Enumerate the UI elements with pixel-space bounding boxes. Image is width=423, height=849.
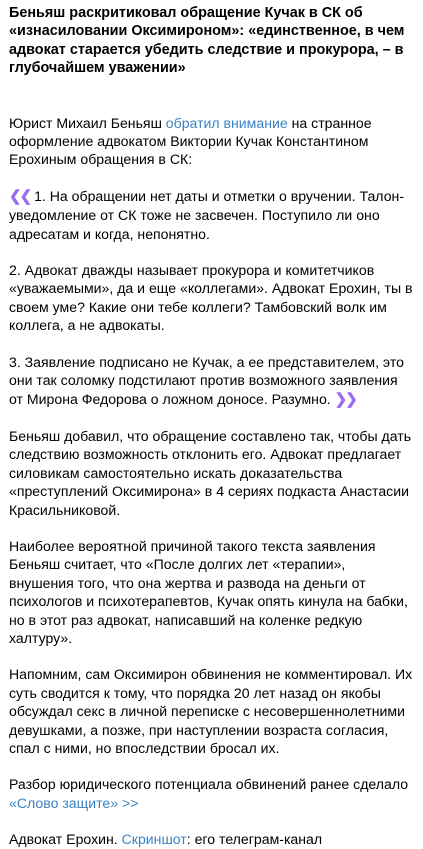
quote-open-icon: ❮❮ (9, 187, 31, 205)
intro-paragraph (9, 114, 413, 169)
caption-text-before: Адвокат Ерохин. (9, 831, 122, 848)
quote-close-icon: ❯❯ (334, 390, 356, 408)
quote-paragraph-1 (9, 187, 413, 243)
quote-text-3: 3. Заявление подписано не Кучак, а ее представителем, это они так соломку подстилают против возможного заявления от Мирона Федорова о ложном доносе. Разумно. (9, 353, 404, 407)
screenshot-link[interactable]: Скриншот (121, 831, 187, 848)
paragraph-4: Беньяш добавил, что обращение составлено так, чтобы дать следствию возможность отклонить его. Адвокат предлагает силовикам самостоятельно искать доказательства «преступлений Оксимирона» в 4 сериях подкаста Анастасии Красильниковой. (9, 427, 412, 518)
intro-text-before: Юрист Михаил Беньяш (9, 114, 166, 131)
quote-paragraph-2: 2. Адвокат дважды называет прокурора и комитетчиков «уважаемыми», да и еще «коллегами». Адвокат Ерохин, ты в своем уме? Какие они тебе коллеги? Тамбовский волк им коллега, а не адвокаты. (9, 262, 413, 334)
slovo-zashchite-link[interactable]: «Слово защите» >> (9, 794, 139, 811)
paragraph-5: Наиболее вероятной причиной такого текста заявления Беньяш считает, что «После долгих лет «терапии», внушения того, что она жертва и развода на деньги от психологов и психотерапевтов, Кучак опять кинула на бабки, но в этот раз адвокат, написавший на коленке редкую халтуру». (9, 537, 408, 646)
quote-text-1: 1. На обращении нет даты и отметки о вручении. Талон-уведомление от СК тоже не засвечен. Поступило ли оно адресатам и когда, непонятно. (9, 187, 405, 242)
post-title: Беньяш раскритиковал обращение Кучак в СК об «изнасиловании Оксимироном»: «единственное, в чем адвокат старается убедить следствие и прокурора, – в глубочайшем уважении» (9, 5, 405, 77)
quote-paragraph-3 (9, 353, 413, 409)
intro-text-after: на странное оформление адвокатом Виктории Кучак Константином Ерохиным обращения в СК: (9, 114, 372, 168)
paragraph-7 (9, 775, 413, 812)
intro-link[interactable]: обратил внимание (165, 114, 288, 131)
image-caption (9, 830, 413, 848)
paragraph-6: Напомним, сам Оксимирон обвинения не комментировал. Их суть сводится к тому, что порядка 20 лет назад он якобы обсуждал секс в личной переписке с несовершеннолетними девушками, а позже, при наступлении возраста согласия, спал с ними, но впоследствии бросал их. (9, 666, 413, 756)
caption-text-after: : его телеграм-канал (186, 831, 323, 848)
paragraph-7-text: Разбор юридического потенциала обвинений ранее сделало (9, 776, 409, 793)
